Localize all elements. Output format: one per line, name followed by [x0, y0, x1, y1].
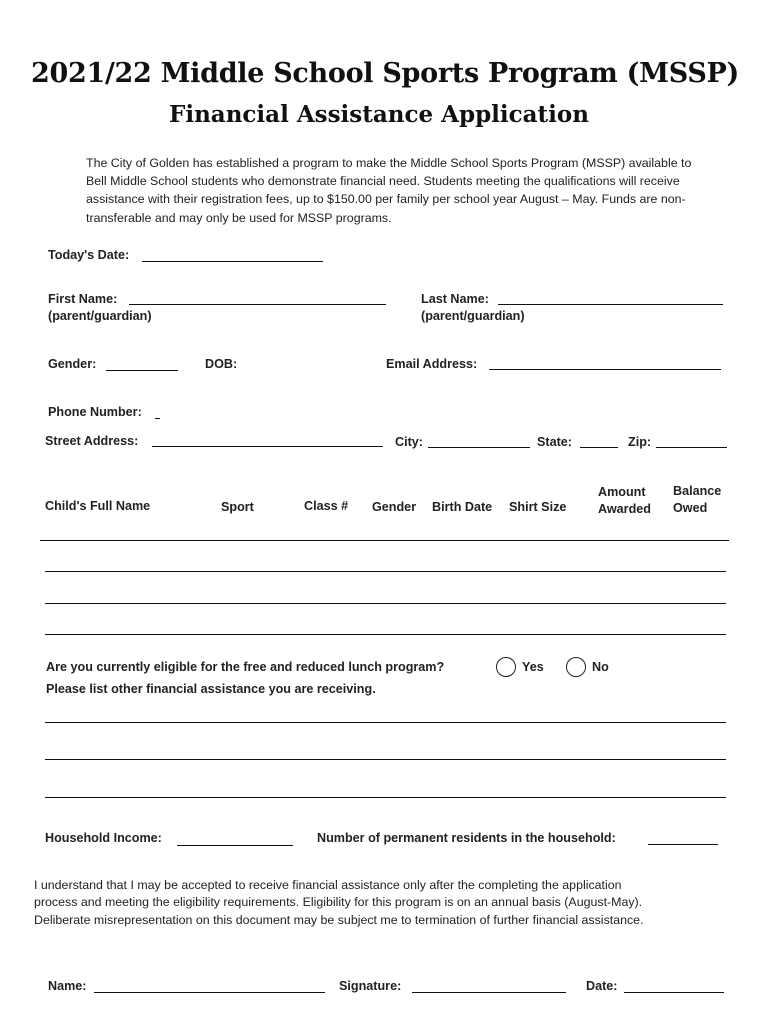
- residents-label: Number of permanent residents in the household:: [317, 831, 616, 845]
- phone-field[interactable]: [155, 418, 160, 419]
- zip-field[interactable]: [656, 447, 727, 448]
- zip-label: Zip:: [628, 435, 652, 449]
- street-address-field[interactable]: [152, 446, 383, 447]
- other-assistance-line-2[interactable]: [45, 759, 726, 760]
- first-name-label: First Name:: [48, 292, 118, 306]
- child-row-3[interactable]: [45, 603, 726, 604]
- header-shirt-size: Shirt Size: [509, 500, 567, 514]
- date-field[interactable]: [624, 992, 724, 993]
- last-name-label: Last Name:: [421, 292, 489, 306]
- first-name-field[interactable]: [129, 304, 386, 305]
- form-subtitle: Financial Assistance Application: [169, 101, 589, 128]
- city-label: City:: [395, 435, 423, 449]
- date-label: Date:: [586, 979, 618, 993]
- city-field[interactable]: [428, 447, 530, 448]
- header-child-name: Child's Full Name: [45, 499, 151, 513]
- child-row-4[interactable]: [45, 634, 726, 635]
- lunch-question: Are you currently eligible for the free and reduced lunch program?: [46, 660, 445, 674]
- acknowledgement-text: I understand that I may be accepted to receive financial assistance only after the completing the application process and meeting the eligibility requirements. Eligibility for this program is on an annual basis (August-May). Deliberate misrepresentation on this document may be subject me to termination of further financial assistance.: [34, 878, 644, 927]
- email-field[interactable]: [489, 369, 721, 370]
- last-name-sublabel: (parent/guardian): [421, 309, 525, 323]
- email-label: Email Address:: [386, 357, 478, 371]
- other-assistance-line-3[interactable]: [45, 797, 726, 798]
- gender-field[interactable]: [106, 370, 178, 371]
- lunch-no-label: No: [592, 660, 609, 674]
- todays-date-field[interactable]: [142, 261, 323, 262]
- header-gender: Gender: [372, 500, 417, 514]
- name-field[interactable]: [94, 992, 325, 993]
- name-label: Name:: [48, 979, 87, 993]
- gender-label: Gender:: [48, 357, 97, 371]
- header-amount-awarded-line1: Amount: [598, 485, 646, 499]
- last-name-field[interactable]: [498, 304, 723, 305]
- header-sport: Sport: [221, 500, 254, 514]
- intro-paragraph: The City of Golden has established a program to make the Middle School Sports Program (MSSP) available to Bell Middle School students who demonstrate financial need. Students meeting the qualifications will receive assistance with their registration fees, up to $150.00 per family per school year August – May. Funds are non-transferable and may only be used for MSSP programs.: [86, 156, 692, 225]
- state-field[interactable]: [580, 447, 618, 448]
- household-income-label: Household Income:: [45, 831, 162, 845]
- phone-label: Phone Number:: [48, 405, 142, 419]
- lunch-yes-radio[interactable]: [496, 657, 516, 677]
- header-amount-awarded: [598, 484, 651, 518]
- todays-date-label: Today's Date:: [48, 248, 130, 262]
- lunch-no-radio[interactable]: [566, 657, 586, 677]
- header-class: Class #: [304, 499, 349, 513]
- header-amount-awarded-line2: Awarded: [598, 502, 651, 516]
- state-label: State:: [537, 435, 572, 449]
- street-address-label: Street Address:: [45, 434, 139, 448]
- child-row-2[interactable]: [45, 571, 726, 572]
- first-name-sublabel: (parent/guardian): [48, 309, 152, 323]
- signature-field[interactable]: [412, 992, 566, 993]
- dob-label: DOB:: [205, 357, 238, 371]
- form-title: 2021/22 Middle School Sports Program (MSSP): [31, 58, 739, 89]
- other-assistance-label: Please list other financial assistance you are receiving.: [46, 682, 376, 696]
- child-row-1[interactable]: [40, 540, 729, 541]
- header-balance-owed-line1: Balance: [673, 484, 722, 498]
- signature-label: Signature:: [339, 979, 402, 993]
- header-birth-date: Birth Date: [432, 500, 493, 514]
- header-balance-owed: [673, 483, 721, 517]
- other-assistance-line-1[interactable]: [45, 722, 726, 723]
- lunch-yes-label: Yes: [522, 660, 544, 674]
- header-balance-owed-line2: Owed: [673, 501, 708, 515]
- residents-field[interactable]: [648, 844, 718, 845]
- household-income-field[interactable]: [177, 845, 293, 846]
